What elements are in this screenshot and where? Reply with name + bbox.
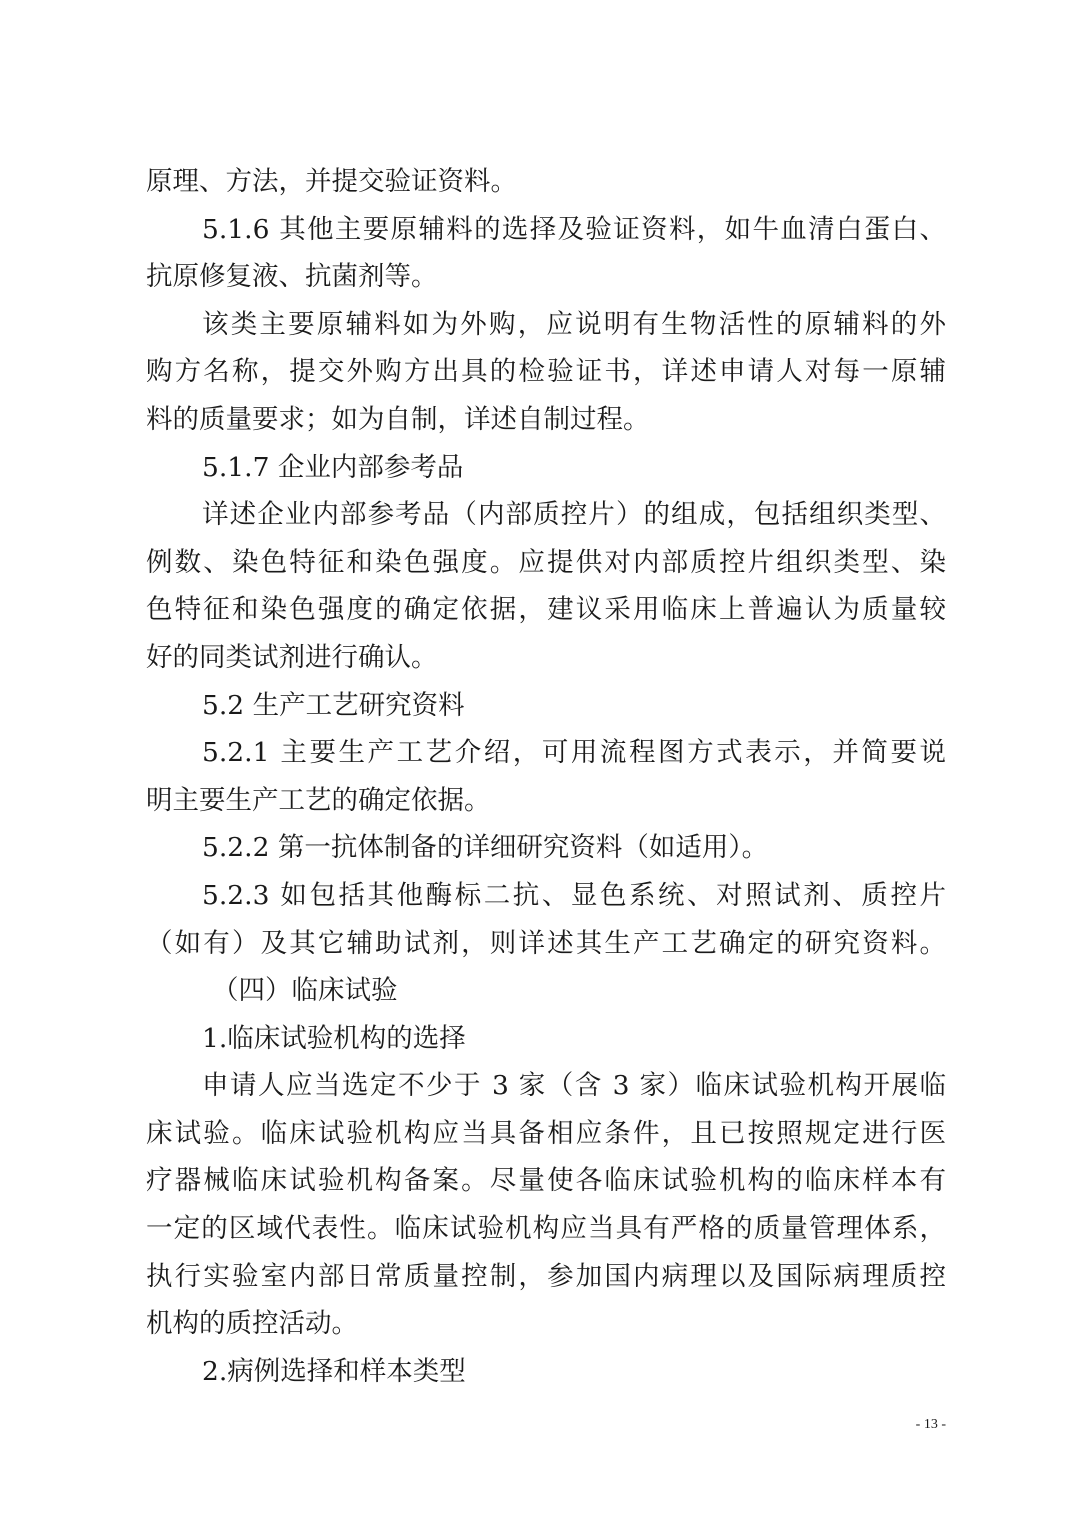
paragraph-line: 明主要生产工艺的确定依据。 bbox=[146, 784, 491, 816]
document-body bbox=[146, 158, 946, 1395]
paragraph-line: 执行实验室内部日常质量控制，参加国内病理以及国际病理质控 bbox=[146, 1260, 946, 1292]
paragraph-line: 例数、染色特征和染色强度。应提供对内部质控片组织类型、染 bbox=[146, 546, 946, 578]
paragraph-line: 色特征和染色强度的确定依据，建议采用临床上普遍认为质量较 bbox=[146, 594, 946, 626]
paragraph-line: 详述企业内部参考品（内部质控片）的组成，包括组织类型、 bbox=[202, 499, 946, 531]
section-heading-5-2-3: 5.2.3 如包括其他酶标二抗、显色系统、对照试剂、质控片 bbox=[202, 879, 946, 911]
paragraph-line: 该类主要原辅料如为外购，应说明有生物活性的原辅料的外 bbox=[202, 308, 946, 340]
paragraph-line: 申请人应当选定不少于 3 家（含 3 家）临床试验机构开展临 bbox=[202, 1070, 946, 1102]
section-heading-5-2-2: 5.2.2 第一抗体制备的详细研究资料（如适用）。 bbox=[202, 832, 769, 864]
section-heading-5-1-7: 5.1.7 企业内部参考品 bbox=[202, 451, 464, 483]
paragraph-line: 原理、方法，并提交验证资料。 bbox=[146, 166, 517, 197]
paragraph-line: 一定的区域代表性。临床试验机构应当具有严格的质量管理体系， bbox=[146, 1213, 946, 1245]
section-heading-1: 1.临床试验机构的选择 bbox=[202, 1022, 466, 1054]
paragraph-line: 料的质量要求；如为自制，详述自制过程。 bbox=[146, 403, 650, 435]
paragraph-line: 床试验。临床试验机构应当具备相应条件，且已按照规定进行医 bbox=[146, 1117, 946, 1149]
section-heading-2: 2.病例选择和样本类型 bbox=[202, 1355, 466, 1387]
paragraph-line: 好的同类试剂进行确认。 bbox=[146, 641, 438, 673]
paragraph-line: （如有）及其它辅助试剂，则详述其生产工艺确定的研究资料。 bbox=[146, 927, 946, 959]
paragraph-line: 疗器械临床试验机构备案。尽量使各临床试验机构的临床样本有 bbox=[146, 1165, 946, 1197]
paragraph-line: 抗原修复液、抗菌剂等。 bbox=[146, 261, 438, 293]
section-heading-5-2-1: 5.2.1 主要生产工艺介绍，可用流程图方式表示，并简要说 bbox=[202, 737, 946, 769]
page-number: - 13 - bbox=[915, 1417, 946, 1432]
paragraph-line: 购方名称，提交外购方出具的检验证书，详述申请人对每一原辅 bbox=[146, 356, 946, 388]
section-heading-4: （四）临床试验 bbox=[212, 975, 398, 1007]
section-heading-5-1-6: 5.1.6 其他主要原辅料的选择及验证资料，如牛血清白蛋白、 bbox=[202, 213, 946, 245]
section-heading-5-2: 5.2 生产工艺研究资料 bbox=[202, 689, 465, 721]
paragraph-line: 机构的质控活动。 bbox=[146, 1308, 358, 1340]
